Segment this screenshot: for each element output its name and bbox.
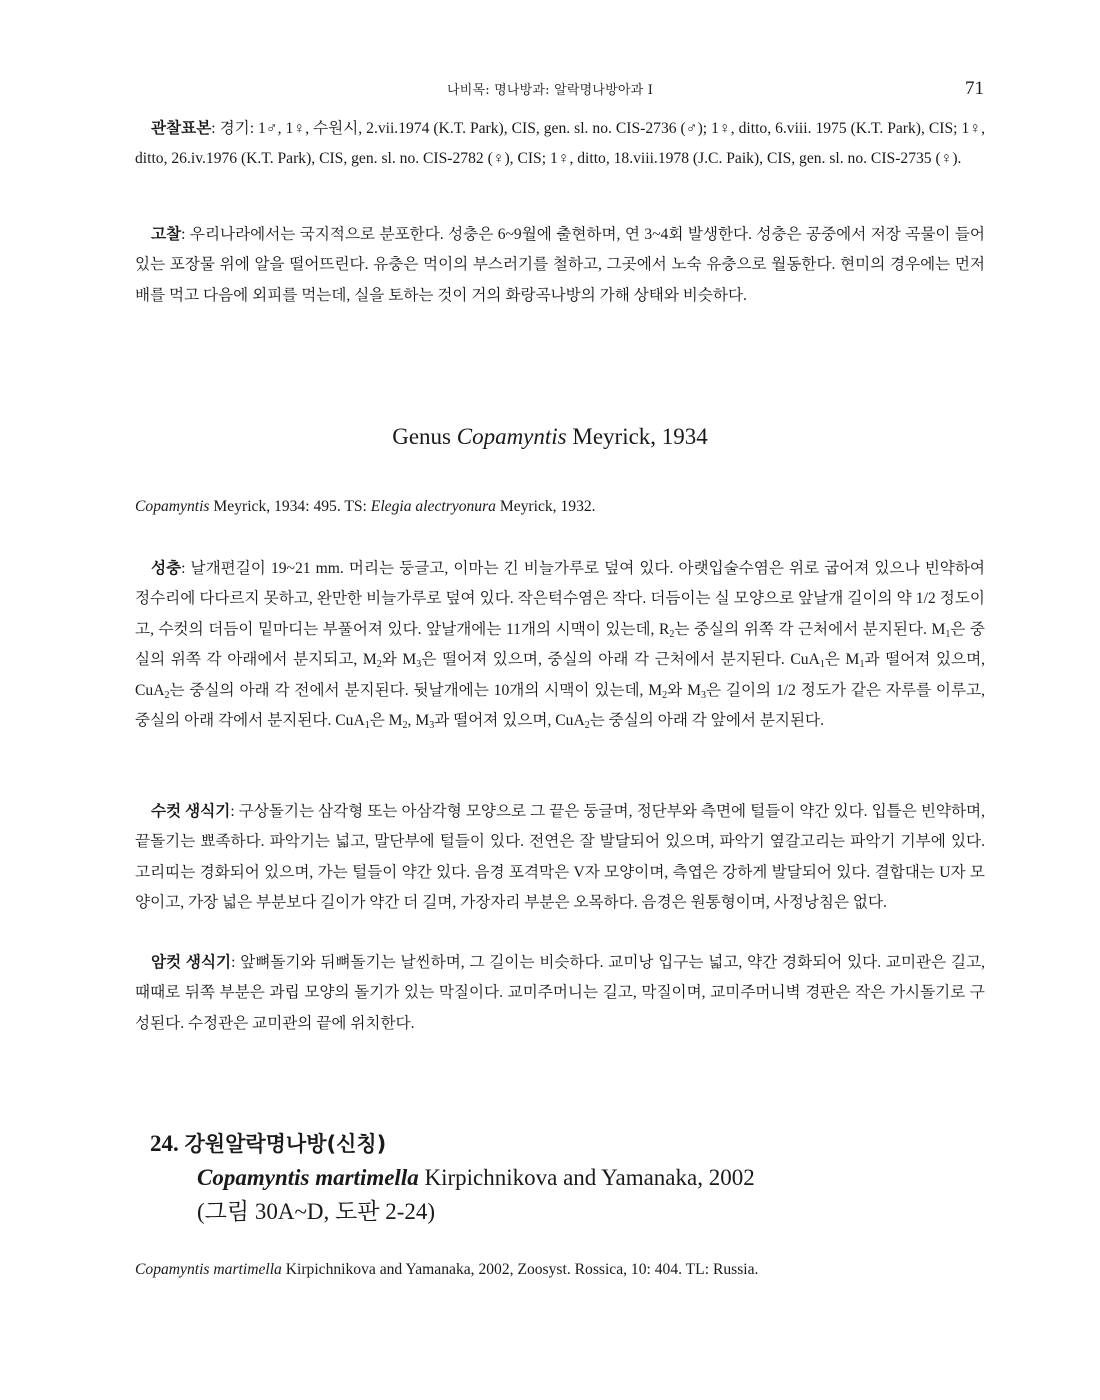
adult-description-paragraph (135, 554, 985, 736)
species-figure-reference: (그림 30A~D, 도판 2-24) (197, 1199, 436, 1224)
adult-text-9: 와 M (667, 681, 701, 699)
subscript: 1 (945, 628, 951, 640)
adult-text-10: 은 길이의 1/2 정도가 같은 자루를 이루고, 중실의 아래 각에서 분지된다. CuA (135, 681, 985, 730)
genus-citation-mid: Meyrick, 1934: 495. TS: (209, 498, 371, 515)
subscript: 3 (416, 659, 422, 671)
adult-text-1: : 날개편길이 19~21 mm. 머리는 둥글고, 이마는 긴 비늘가루로 덮여 있다. 아랫입술수염은 위로 굽어져 있으나 빈약하여 정수리에 다다르지 못하고, 완만한 비늘가루로 덮여 있다. 작은턱수염은 작다. 더듬이는 실 모양으로 앞날개 길이의 약 1/2 정도이고, 수컷의 더듬이 밑마디는 부풀어져 있다. 앞날개에는 11개의 시맥이 있는데, R (135, 560, 985, 638)
subscript: 2 (402, 720, 408, 732)
male-genitalia-paragraph (135, 797, 985, 919)
adult-text-3: 은 중실의 위쪽 각 아래에서 분지되고, M (135, 620, 985, 669)
observed-specimens-label: 관찰표본 (151, 120, 212, 137)
genus-author: Meyrick, 1934 (566, 424, 708, 449)
species-citation-name: Copamyntis martimella (135, 1261, 282, 1278)
type-species-author: Meyrick, 1932. (495, 498, 596, 515)
subscript: 2 (164, 689, 170, 701)
adult-text-6: 은 M (824, 651, 860, 669)
male-genitalia-text: : 구상돌기는 삼각형 또는 아삼각형 모양으로 그 끝은 둥글며, 정단부와 측면에 털들이 약간 있다. 입틀은 빈약하며, 끝돌기는 뾰족하다. 파악기는 넓고, 말단부에 털들이 있다. 전연은 잘 발달되어 있으며, 파악기 옆갈고리는 파악기 기부에 있다. 고리띠는 경화되어 있으며, 가는 털들이 약간 있다. 음경 포격막은 V자 모양이며, 측엽은 강하게 발달되어 있다. 결합대는 U자 모양이고, 가장 넓은 부분보다 길이가 약간 더 길며, 가장자리 부분은 오목하다. 음경은 원통형이며, 사정낭침은 없다. (135, 803, 985, 912)
remarks-label: 고찰 (151, 226, 182, 243)
adult-text-2: 는 중실의 위쪽 각 근처에서 분지된다. M (674, 620, 946, 638)
observed-specimens-paragraph (135, 114, 985, 175)
adult-text-4: 와 M (381, 651, 417, 669)
species-citation-rest: Kirpichnikova and Yamanaka, 2002, Zoosyst. Rossica, 10: 404. TL: Russia. (281, 1261, 759, 1278)
page-number: 71 (965, 78, 984, 99)
adult-text-8: 는 중실의 아래 각 전에서 분지된다. 뒷날개에는 10개의 시맥이 있는데, M (169, 681, 663, 699)
genus-citation (135, 498, 985, 516)
male-genitalia-label: 수컷 생식기 (151, 803, 231, 820)
genus-name: Copamyntis (456, 424, 567, 449)
species-heading (150, 1127, 755, 1229)
subscript: 2 (669, 628, 675, 640)
species-authority: Kirpichnikova and Yamanaka, 2002 (418, 1165, 755, 1190)
adult-text-7: 과 떨어져 있으며, CuA (135, 651, 986, 699)
genus-heading (0, 424, 1100, 450)
observed-specimens-text: : 경기: 1♂, 1♀, 수원시, 2.vii.1974 (K.T. Park), CIS, gen. sl. no. CIS-2736 (♂); 1♀, ditto, 6.viii. 1975 (K.T. Park), CIS; 1♀, ditto, 26.iv.1976 (K.T. Park), CIS, gen. sl. no. CIS-2782 (♀), CIS; 1♀, ditto, 18.viii.1978 (J.C. Paik), CIS, gen. sl. no. CIS-2735 (♀). (135, 120, 985, 168)
species-korean-name: 강원알락명나방(신칭) (184, 1132, 387, 1156)
remarks-paragraph (135, 220, 985, 311)
subscript: 3 (700, 689, 706, 701)
genus-citation-name: Copamyntis (135, 498, 210, 515)
female-genitalia-label: 암컷 생식기 (151, 954, 232, 971)
subscript: 2 (584, 720, 590, 732)
subscript: 3 (429, 720, 435, 732)
subscript: 1 (819, 659, 825, 671)
female-genitalia-paragraph (135, 948, 985, 1039)
subscript: 2 (376, 659, 382, 671)
adult-text-13: 과 떨어져 있으며, CuA (434, 712, 585, 730)
adult-text-14: 는 중실의 아래 각 앞에서 분지된다. (589, 712, 824, 730)
remarks-text: : 우리나라에서는 국지적으로 분포한다. 성충은 6~9월에 출현하며, 연 3~4회 발생한다. 성충은 공중에서 저장 곡물이 들어 있는 포장물 위에 알을 떨어뜨린다. 유충은 먹이의 부스러기를 철하고, 그곳에서 노숙 유충으로 월동한다. 현미의 경우에는 먼저 배를 먹고 다음에 외피를 먹는데, 실을 토하는 것이 거의 화랑곡나방의 가해 상태와 비슷하다. (135, 226, 985, 304)
subscript: 1 (859, 659, 865, 671)
subscript: 1 (364, 720, 370, 732)
subscript: 2 (662, 689, 668, 701)
type-species-name: Elegia alectryonura (370, 498, 496, 515)
adult-text-5: 은 떨어져 있으며, 중실의 아래 각 근처에서 분지된다. CuA (421, 651, 820, 669)
species-citation (135, 1261, 985, 1279)
running-title: 나비목: 명나방과: 알락명나방아과 I (446, 83, 654, 98)
species-number: 24. (150, 1131, 179, 1156)
adult-text-11: 은 M (369, 712, 403, 730)
adult-text-12: , M (407, 712, 430, 730)
species-scientific-name: Copamyntis martimella (197, 1165, 419, 1190)
adult-label: 성충 (151, 560, 182, 577)
female-genitalia-text: : 앞뼈돌기와 뒤뼈돌기는 날씬하며, 그 길이는 비슷하다. 교미낭 입구는 넓고, 약간 경화되어 있다. 교미관은 길고, 때때로 뒤쪽 부분은 과립 모양의 돌기가 있는 막질이다. 교미주머니는 길고, 막질이며, 교미주머니벽 경판은 작은 가시돌기로 구성된다. 수정관은 교미관의 끝에 위치한다. (135, 954, 985, 1032)
genus-prefix: Genus (392, 424, 457, 449)
